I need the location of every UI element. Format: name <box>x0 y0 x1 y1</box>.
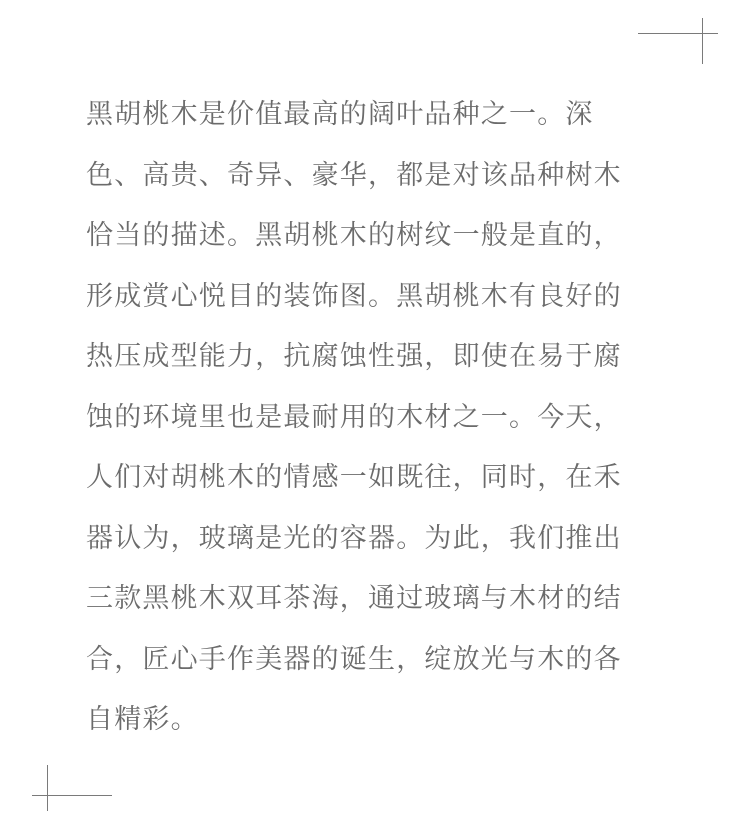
corner-mark-horizontal-line <box>638 33 718 34</box>
article-line: 人们对胡桃木的情感一如既往，同时，在禾 <box>86 462 622 493</box>
corner-mark-vertical-line <box>47 765 48 811</box>
article-line: 器认为，玻璃是光的容器。为此，我们推出 <box>86 522 622 554</box>
article-line: 形成赏心悦目的装饰图。黑胡桃木有良好的 <box>86 280 622 312</box>
article-line: 合，匠心手作美器的诞生，绽放光与木的各 <box>86 643 622 675</box>
article-line: 色、高贵、奇异、豪华，都是对该品种树木 <box>86 159 622 191</box>
article-paragraph <box>86 90 666 756</box>
corner-mark-horizontal-line <box>32 795 112 796</box>
article-line: 三款黑桃木双耳茶海，通过玻璃与木材的结 <box>86 583 622 614</box>
article-line: 蚀的环境里也是最耐用的木材之一。今天， <box>86 401 622 433</box>
corner-mark-vertical-line <box>702 18 703 64</box>
top-right-corner-mark <box>638 18 718 66</box>
bottom-left-corner-mark <box>32 765 114 813</box>
article-line: 热压成型能力，抗腐蚀性强，即使在易于腐 <box>86 341 622 372</box>
article-line: 恰当的描述。黑胡桃木的树纹一般是直的， <box>86 220 622 251</box>
article-line: 黑胡桃木是价值最高的阔叶品种之一。深 <box>86 99 594 130</box>
article-line: 自精彩。 <box>86 704 199 735</box>
